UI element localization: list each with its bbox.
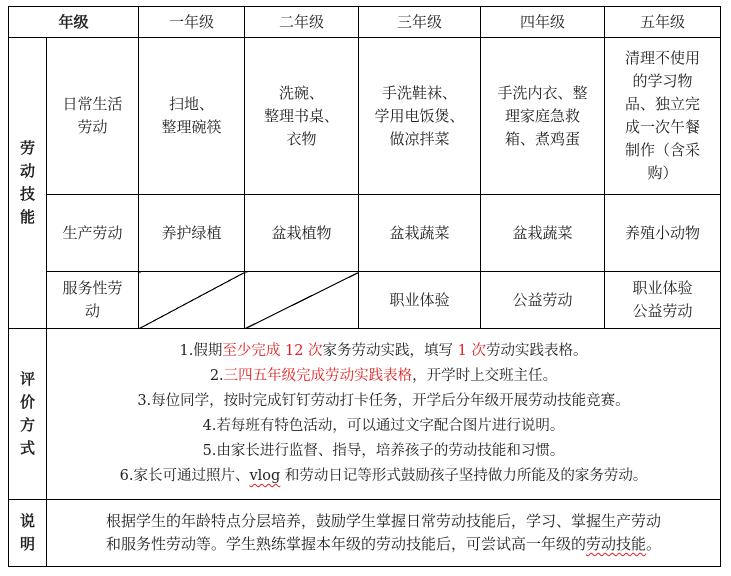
production-grade-4: 盆栽蔬菜: [481, 195, 605, 272]
service-grade-5: 职业体验 公益劳动: [605, 272, 721, 329]
service-category: 服务性劳 动: [47, 272, 139, 329]
service-grade-3: 职业体验: [359, 272, 481, 329]
daily-grade-2: 洗碗、 整理书桌、 衣物: [245, 38, 359, 195]
production-grade-3: 盆栽蔬菜: [359, 195, 481, 272]
service-grade-2-empty: [245, 272, 359, 329]
notes-section-label: 说 明: [9, 500, 47, 567]
evaluation-item-6: 6.家长可通过照片、vlog 和劳动日记等形式鼓励孩子坚持做力所能及的家务劳动。: [119, 468, 648, 484]
notes-line-1: 根据学生的年龄特点分层培养，鼓励学生掌握日常劳动技能后，学习、掌握生产劳动: [106, 512, 662, 530]
daily-life-category: 日常生活 劳动: [47, 38, 139, 195]
skills-section-label: 劳 动 技 能: [9, 38, 47, 329]
production-row: [9, 195, 721, 272]
evaluation-row: [9, 329, 721, 500]
header-grade-3: 三年级: [359, 7, 481, 38]
daily-grade-3: 手洗鞋袜、 学用电饭煲、 做凉拌菜: [359, 38, 481, 195]
production-grade-5: 养殖小动物: [605, 195, 721, 272]
production-grade-2: 盆栽植物: [245, 195, 359, 272]
labor-skills-table: [8, 6, 721, 567]
notes-line-2: 和服务性劳动等。学生熟练掌握本年级的劳动技能后，可尝试高一年级的劳动技能。: [105, 535, 662, 553]
evaluation-section-label: 评 价 方 式: [9, 329, 47, 500]
header-row: [9, 7, 721, 38]
evaluation-item-2: 2.三四五年级完成劳动实践表格，开学时上交班主任。: [209, 368, 558, 384]
header-grade-5: 五年级: [605, 7, 721, 38]
evaluation-item-3: 3.每位同学，按时完成钉钉劳动打卡任务，开学后分年级开展劳动技能竞赛。: [137, 393, 630, 409]
service-row: [9, 272, 721, 329]
daily-grade-5: 清理不使用 的学习物 品、独立完 成一次午餐 制作（含采 购）: [605, 38, 721, 195]
header-grade: 年级: [9, 7, 139, 38]
service-grade-4: 公益劳动: [481, 272, 605, 329]
header-grade-2: 二年级: [245, 7, 359, 38]
daily-grade-4: 手洗内衣、整 理家庭急救 箱、煮鸡蛋: [481, 38, 605, 195]
notes-row: [9, 500, 721, 567]
header-grade-1: 一年级: [139, 7, 245, 38]
daily-life-row: [9, 38, 721, 195]
notes-content: [47, 500, 721, 567]
service-grade-1-empty: [139, 272, 245, 329]
daily-grade-1: 扫地、 整理碗筷: [139, 38, 245, 195]
evaluation-content: [47, 329, 721, 500]
production-grade-1: 养护绿植: [139, 195, 245, 272]
production-category: 生产劳动: [47, 195, 139, 272]
evaluation-item-5: 5.由家长进行监督、指导，培养孩子的劳动技能和习惯。: [202, 443, 565, 459]
header-grade-4: 四年级: [481, 7, 605, 38]
evaluation-item-4: 4.若每班有特色活动，可以通过文字配合图片进行说明。: [202, 418, 565, 434]
evaluation-item-1: 1.假期至少完成 12 次家务劳动实践，填写 1 次劳动实践表格。: [179, 343, 588, 359]
